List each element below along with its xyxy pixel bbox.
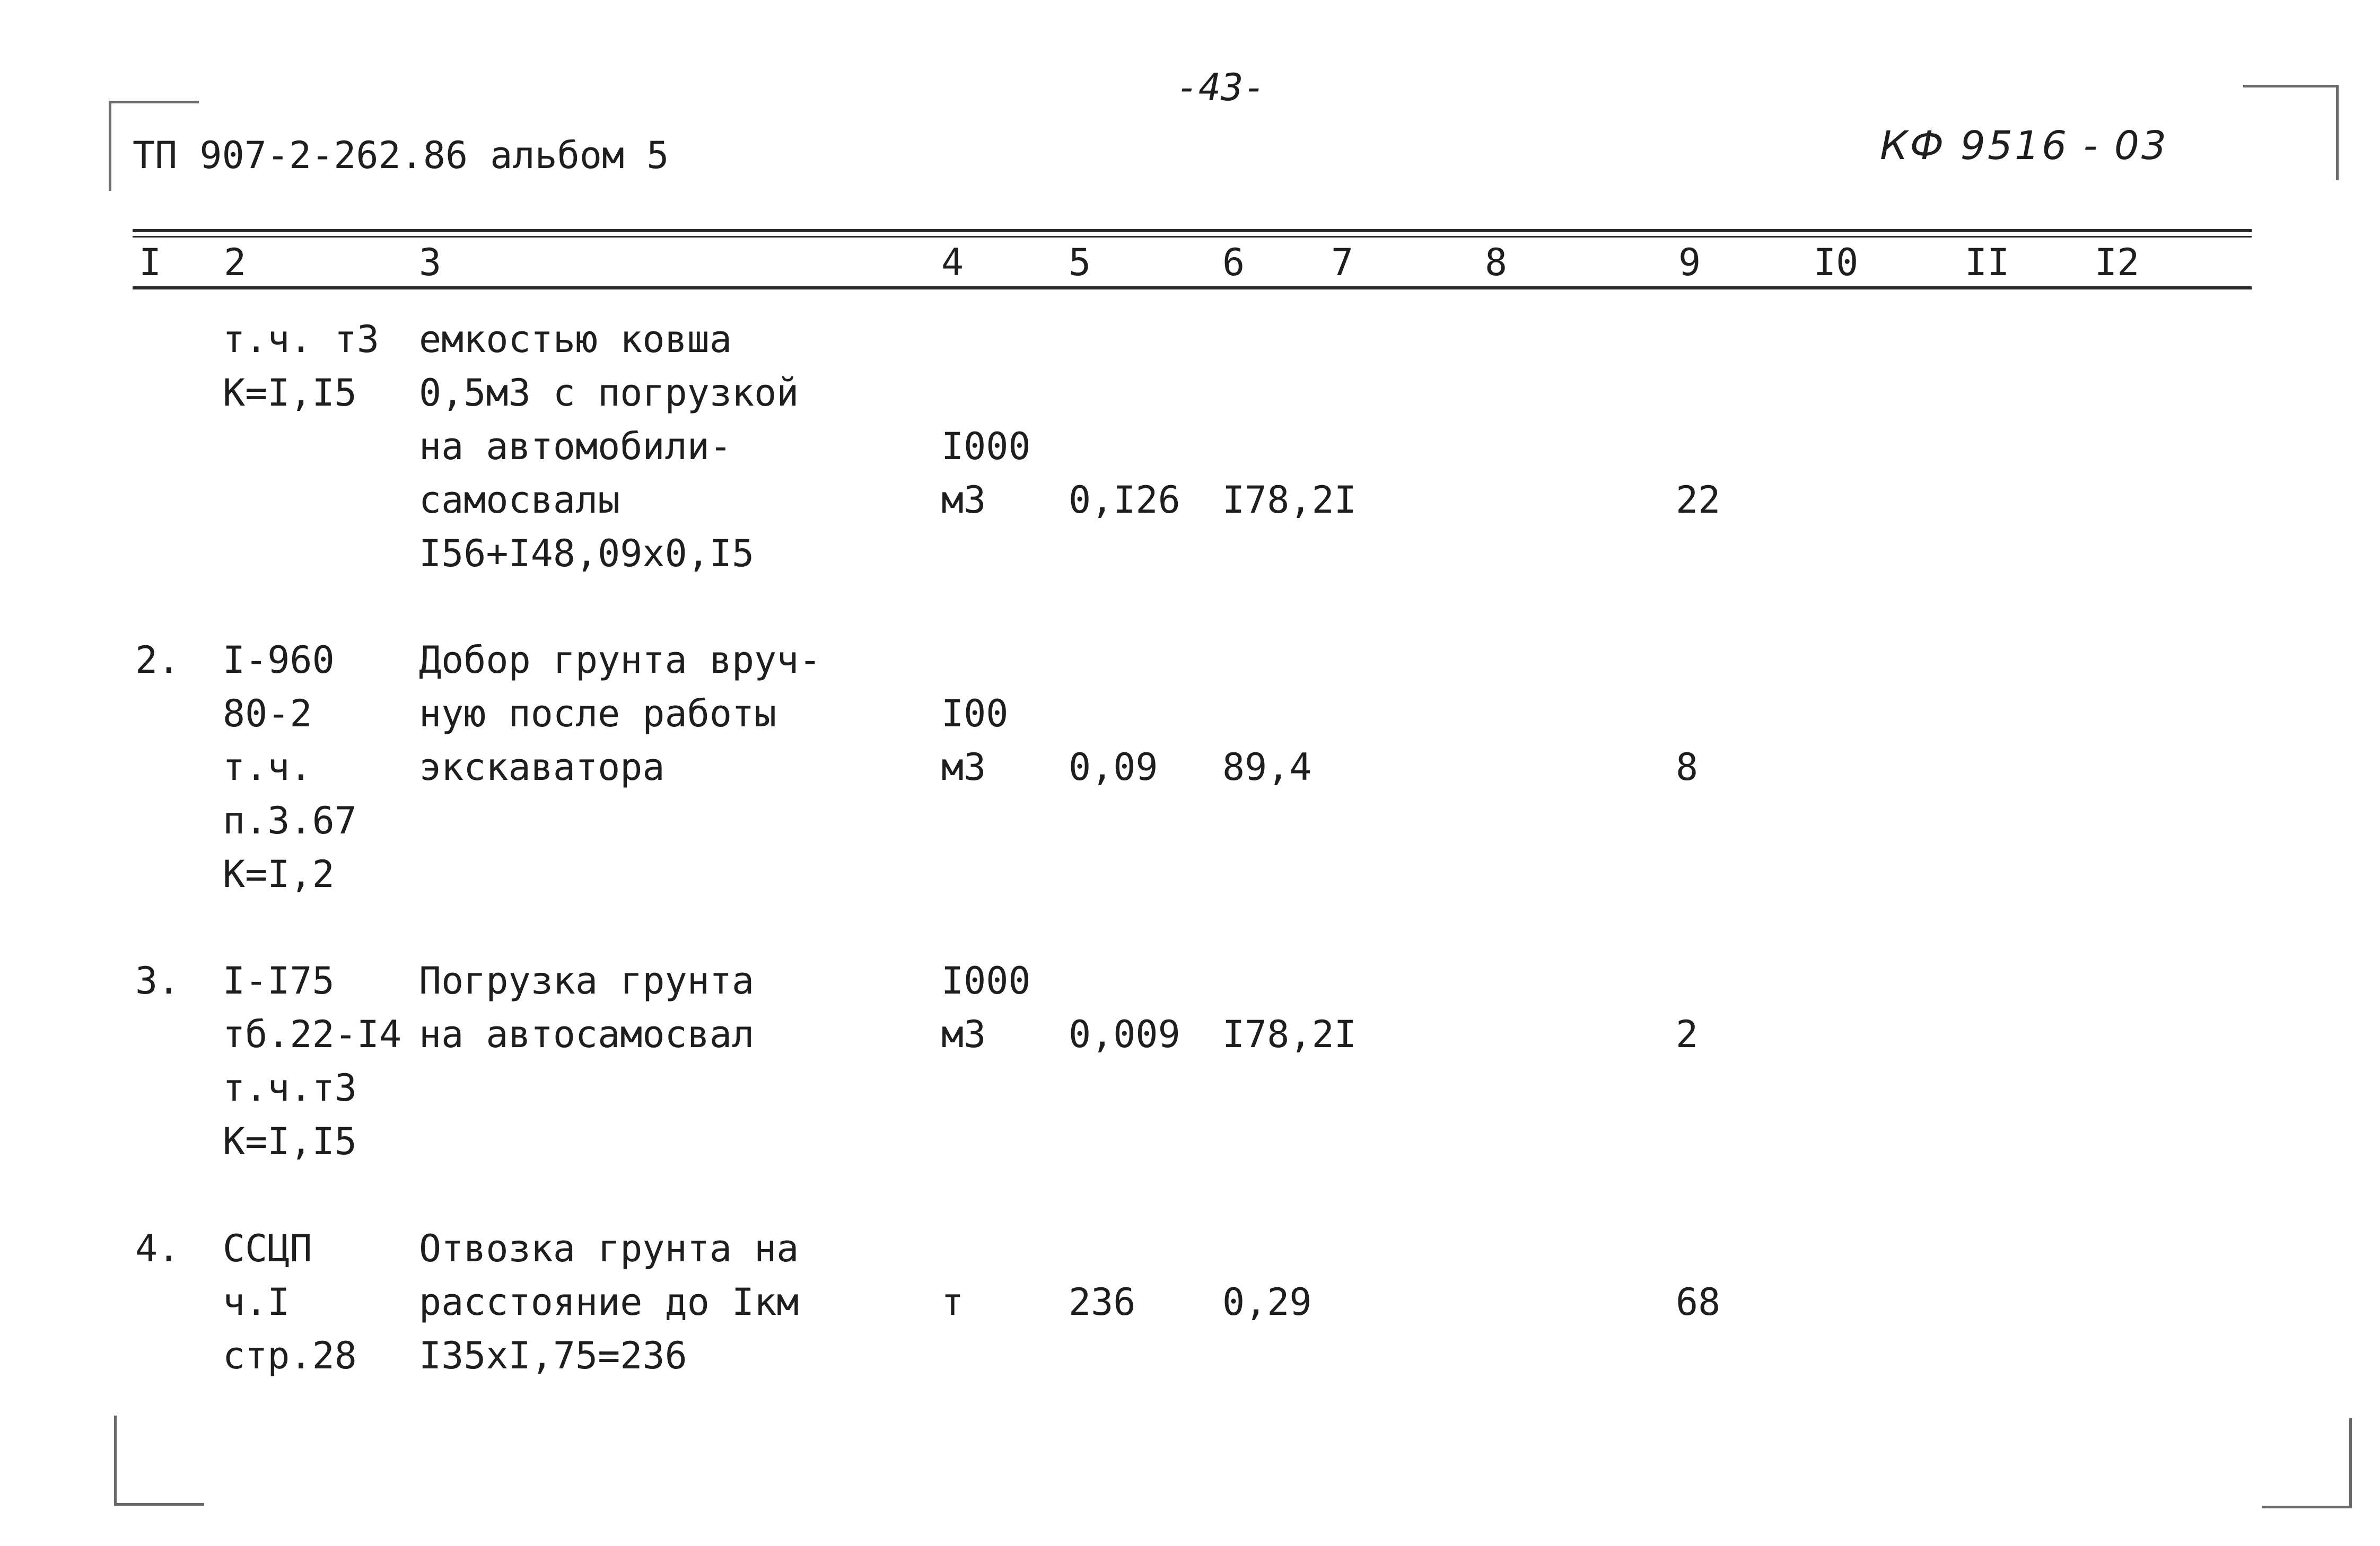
row-price: 89,4 [1222,745,1312,789]
row-name: Добор грунта вруч- ную после работы экскаватора [419,638,821,789]
row-basis: т.ч. т3 К=I,I5 [223,318,380,415]
sheet-code: КФ 9516 - 03 [1880,123,2168,169]
row-quantity: 236 [1069,1280,1136,1324]
row-basis: I-I75 тб.22-I4 т.ч.т3 К=I,I5 [223,959,402,1163]
row-basis: ССЦП ч.I стр.28 [223,1227,357,1377]
row-name: Погрузка грунта на автосамосвал [419,959,755,1056]
row-basis: I-960 80-2 т.ч. п.3.67 К=I,2 [223,638,357,896]
row-number: 2. [135,638,180,682]
column-header: II [1965,241,2010,284]
row-name: емкостью ковша 0,5м3 с погрузкой на автомобили- самосвалы I56+I48,09х0,I5 [419,318,799,575]
row-quantity: 0,09 [1069,745,1158,789]
column-header: 8 [1485,241,1508,284]
column-header: 2 [224,241,247,284]
row-total: 22 [1676,478,1721,522]
column-header: I [139,241,162,284]
page-number: -43- [1176,66,1266,109]
column-header: 3 [419,241,442,284]
row-unit: т [941,1280,964,1324]
frame-corner-bottom-left [114,1416,204,1506]
table-top-rule-thin [133,236,2252,238]
document-code: ТП 907-2-262.86 альбом 5 [133,134,669,177]
column-header: 9 [1678,241,1701,284]
column-header: 6 [1222,241,1245,284]
column-header: 4 [941,241,964,284]
column-header: I2 [2095,241,2140,284]
column-header: 5 [1069,241,1091,284]
row-total: 8 [1676,745,1699,789]
table-top-rule [133,229,2252,232]
row-quantity: 0,I26 [1069,478,1180,522]
column-header: I0 [1814,241,1859,284]
row-quantity: 0,009 [1069,1013,1180,1056]
table-header-rule [133,286,2252,289]
row-total: 68 [1676,1280,1721,1324]
row-total: 2 [1676,1013,1699,1056]
row-price: I78,2I [1222,478,1357,522]
frame-corner-top-right [2243,85,2339,180]
frame-corner-bottom-right [2262,1418,2352,1508]
row-number: 4. [135,1227,180,1270]
row-unit: I000 м3 [941,425,1031,522]
row-number: 3. [135,959,180,1003]
row-unit: I000 м3 [941,959,1031,1056]
row-price: I78,2I [1222,1013,1357,1056]
row-name: Отвозка грунта на расстояние до Iкм I35хI,75=236 [419,1227,799,1377]
column-header: 7 [1331,241,1354,284]
row-unit: I00 м3 [941,692,1009,789]
row-price: 0,29 [1222,1280,1312,1324]
